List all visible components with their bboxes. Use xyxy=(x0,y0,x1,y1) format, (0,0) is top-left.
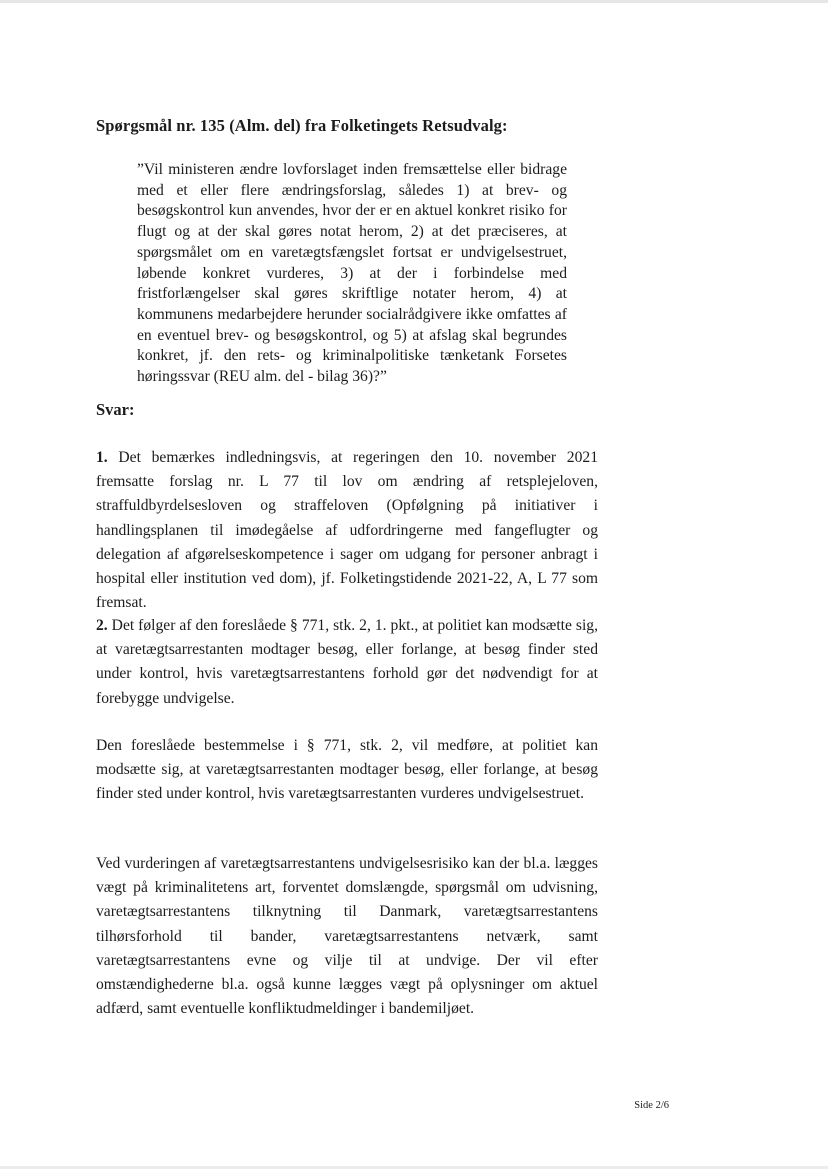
page-number: Side 2/6 xyxy=(634,1100,669,1111)
paragraph-text: Det bemærkes indledningsvis, at regeringen den 10. november 2021 fremsatte forslag nr. L 77 til lov om ændring af retsplejeloven, straffuldbyrdelsesloven og straffeloven (Opfølgning på initiativer i handlingsplanen til imødegåelse af udfordringerne med fangeflugter og delegation af afgørelseskompetence i sager om udgang for personer anbragt i hospital eller institution ved dom), jf. Folketingstidende 2021-22, A, L 77 som fremsat. xyxy=(96,449,598,612)
paragraph-1 xyxy=(96,446,598,615)
paragraph-text: Det følger af den foreslåede § 771, stk. 2, 1. pkt., at politiet kan modsætte sig, at varetægtsarrestanten modtager besøg, eller forlange, at besøg finder sted under kontrol, hvis varetægtsarrestantens forhold gør det nødvendigt for at forebygge undvigelse. xyxy=(96,617,598,707)
question-quote: ”Vil ministeren ændre lovforslaget inden fremsættelse eller bidrage med et eller flere ændringsforslag, således 1) at brev- og besøgskontrol kun anvendes, hvor der er en aktuel konkret risiko for flugt og at der skal gøres notat herom, 2) at det præciseres, at spørgsmålet om en varetægtsfængslet fortsat er undvigelsestruet, løbende konkret vurderes, 3) at der i forbindelse med fristforlængelser skal gøres skriftlige notater herom, 4) at kommunens medarbejdere herunder socialrådgivere ikke omfattes af en eventuel brev- og besøgskontrol, og 5) at afslag skal begrundes konkret, jf. den rets- og kriminalpolitiske tænketank Forsetes høringssvar (REU alm. del - bilag 36)?” xyxy=(137,161,567,386)
paragraph-number: 1. xyxy=(96,449,108,466)
question-heading: Spørgsmål nr. 135 (Alm. del) fra Folketingets Retsudvalg: xyxy=(96,116,508,135)
scan-edge-top xyxy=(0,0,828,3)
paragraph-4 xyxy=(96,852,598,1021)
paragraph-text: Ved vurderingen af varetægtsarrestantens undvigelsesrisiko kan der bl.a. lægges vægt på kriminalitetens art, forventet domslængde, spørgsmål om udvisning, varetægtsarrestantens tilknytning til Danmark, varetægtsarrestantens tilhørsforhold til bander, varetægtsarrestantens netværk, samt varetægtsarrestantens evne og vilje til at undvige. Der vil efter omstændighederne bl.a. også kunne lægges vægt på oplysninger om aktuel adfærd, samt eventuelle konfliktudmeldinger i bandemiljøet. xyxy=(96,855,598,1018)
answer-heading: Svar: xyxy=(96,400,135,419)
paragraph-3 xyxy=(96,734,598,807)
paragraph-2 xyxy=(96,614,598,711)
paragraph-text: Den foreslåede bestemmelse i § 771, stk. 2, vil medføre, at politiet kan modsætte sig, at varetægtsarrestanten modtager besøg, eller forlange, at besøg finder sted under kontrol, hvis varetægtsarrestanten vurderes undvigelsestruet. xyxy=(96,737,598,803)
paragraph-number: 2. xyxy=(96,617,108,634)
